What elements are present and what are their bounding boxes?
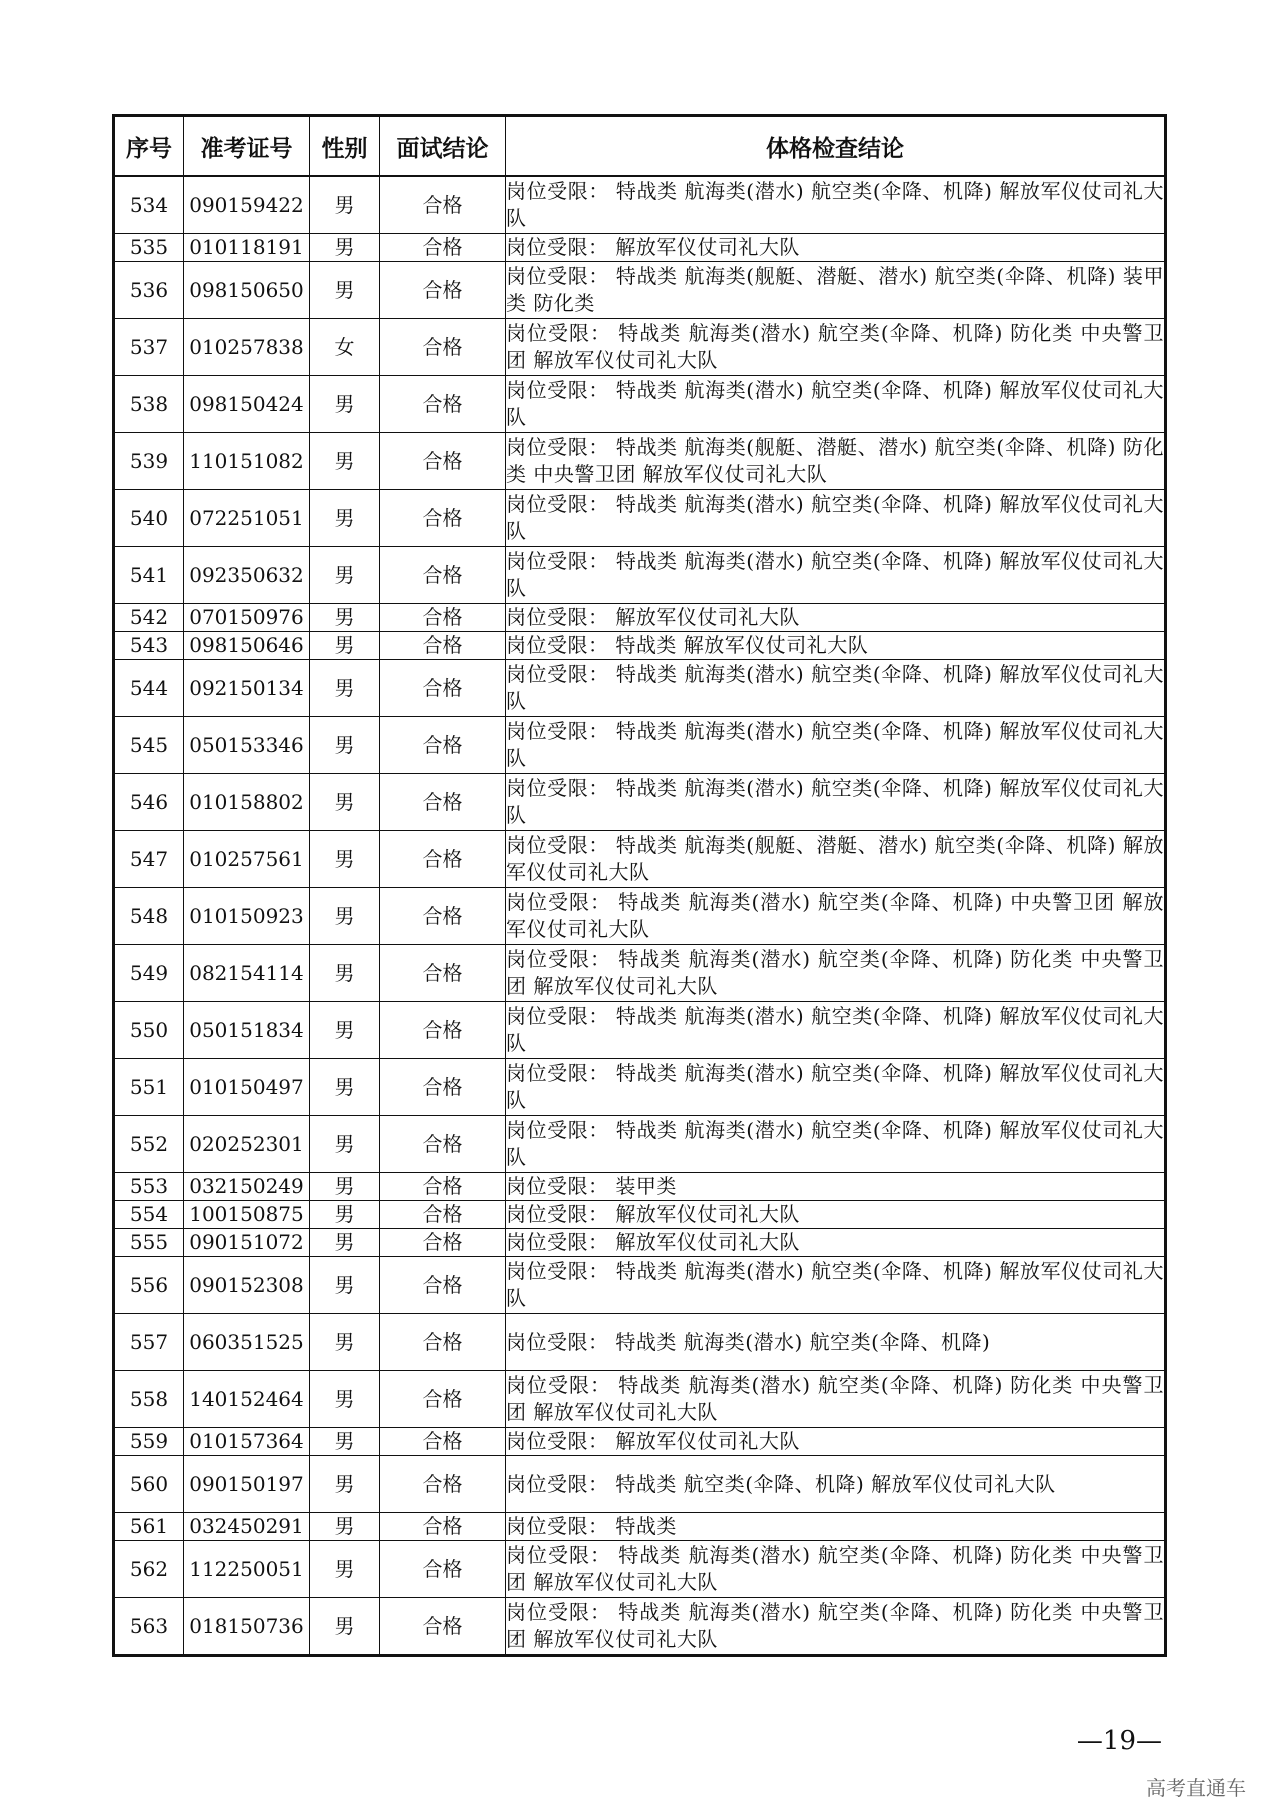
cell-exam-result: 岗位受限： 特战类 航空类(伞降、机降) 解放军仪仗司礼大队 [506, 1456, 1166, 1513]
cell-ticket: 050151834 [184, 1002, 310, 1059]
table-row [114, 176, 1166, 234]
cell-gender: 男 [310, 176, 380, 234]
cell-exam-result: 岗位受限： 特战类 航海类(潜水) 航空类(伞降、机降) 解放军仪仗司礼大队 [506, 490, 1166, 547]
cell-exam-result: 岗位受限： 特战类 航海类(潜水) 航空类(伞降、机降) 解放军仪仗司礼大队 [506, 176, 1166, 234]
cell-interview: 合格 [380, 1201, 506, 1229]
cell-seq: 543 [114, 632, 184, 660]
cell-ticket: 100150875 [184, 1201, 310, 1229]
table-row [114, 490, 1166, 547]
table-row [114, 433, 1166, 490]
cell-ticket: 112250051 [184, 1541, 310, 1598]
cell-seq: 562 [114, 1541, 184, 1598]
cell-exam-result: 岗位受限： 特战类 航海类(潜水) 航空类(伞降、机降) 中央警卫团 解放军仪仗司礼大队 [506, 888, 1166, 945]
cell-seq: 559 [114, 1428, 184, 1456]
table-row [114, 547, 1166, 604]
header-exam: 体格检查结论 [506, 116, 1166, 177]
cell-ticket: 010157364 [184, 1428, 310, 1456]
cell-interview: 合格 [380, 831, 506, 888]
table-row [114, 1456, 1166, 1513]
cell-ticket: 098150424 [184, 376, 310, 433]
cell-ticket: 070150976 [184, 604, 310, 632]
cell-ticket: 092350632 [184, 547, 310, 604]
cell-seq: 545 [114, 717, 184, 774]
table-header [114, 116, 1166, 177]
cell-exam-result: 岗位受限： 特战类 解放军仪仗司礼大队 [506, 632, 1166, 660]
cell-interview: 合格 [380, 319, 506, 376]
table-row [114, 1541, 1166, 1598]
cell-gender: 男 [310, 1059, 380, 1116]
cell-ticket: 090159422 [184, 176, 310, 234]
cell-ticket: 050153346 [184, 717, 310, 774]
table-row [114, 1116, 1166, 1173]
cell-gender: 男 [310, 604, 380, 632]
table-row [114, 1002, 1166, 1059]
cell-exam-result: 岗位受限： 解放军仪仗司礼大队 [506, 1201, 1166, 1229]
cell-ticket: 090151072 [184, 1229, 310, 1257]
table-row [114, 717, 1166, 774]
cell-gender: 男 [310, 1314, 380, 1371]
cell-exam-result: 岗位受限： 特战类 航海类(潜水) 航空类(伞降、机降) 解放军仪仗司礼大队 [506, 717, 1166, 774]
cell-seq: 556 [114, 1257, 184, 1314]
header-seq: 序号 [114, 116, 184, 177]
cell-interview: 合格 [380, 717, 506, 774]
cell-gender: 男 [310, 547, 380, 604]
table-row [114, 632, 1166, 660]
table-row [114, 831, 1166, 888]
cell-seq: 539 [114, 433, 184, 490]
table-row [114, 1428, 1166, 1456]
cell-seq: 538 [114, 376, 184, 433]
cell-ticket: 072251051 [184, 490, 310, 547]
cell-gender: 男 [310, 234, 380, 262]
table-row [114, 1513, 1166, 1541]
cell-gender: 男 [310, 490, 380, 547]
cell-seq: 551 [114, 1059, 184, 1116]
cell-seq: 547 [114, 831, 184, 888]
cell-interview: 合格 [380, 774, 506, 831]
results-table [112, 114, 1167, 1657]
cell-exam-result: 岗位受限： 解放军仪仗司礼大队 [506, 604, 1166, 632]
cell-seq: 555 [114, 1229, 184, 1257]
cell-gender: 男 [310, 1229, 380, 1257]
cell-interview: 合格 [380, 1257, 506, 1314]
cell-gender: 男 [310, 1456, 380, 1513]
cell-exam-result: 岗位受限： 特战类 航海类(潜水) 航空类(伞降、机降) 解放军仪仗司礼大队 [506, 1059, 1166, 1116]
header-ticket: 准考证号 [184, 116, 310, 177]
cell-interview: 合格 [380, 1371, 506, 1428]
cell-ticket: 090152308 [184, 1257, 310, 1314]
cell-seq: 541 [114, 547, 184, 604]
cell-seq: 560 [114, 1456, 184, 1513]
cell-seq: 561 [114, 1513, 184, 1541]
cell-seq: 542 [114, 604, 184, 632]
cell-interview: 合格 [380, 1314, 506, 1371]
cell-exam-result: 岗位受限： 特战类 航海类(潜水) 航空类(伞降、机降) 防化类 中央警卫团 解放军仪仗司礼大队 [506, 319, 1166, 376]
table-row [114, 774, 1166, 831]
header-interview: 面试结论 [380, 116, 506, 177]
cell-seq: 548 [114, 888, 184, 945]
cell-interview: 合格 [380, 1513, 506, 1541]
cell-interview: 合格 [380, 262, 506, 319]
cell-gender: 男 [310, 632, 380, 660]
cell-seq: 546 [114, 774, 184, 831]
cell-interview: 合格 [380, 888, 506, 945]
table-row [114, 1059, 1166, 1116]
cell-gender: 男 [310, 717, 380, 774]
cell-ticket: 098150646 [184, 632, 310, 660]
table-row [114, 1229, 1166, 1257]
cell-ticket: 010150497 [184, 1059, 310, 1116]
cell-ticket: 010150923 [184, 888, 310, 945]
cell-seq: 544 [114, 660, 184, 717]
cell-interview: 合格 [380, 1456, 506, 1513]
cell-seq: 550 [114, 1002, 184, 1059]
cell-seq: 535 [114, 234, 184, 262]
cell-exam-result: 岗位受限： 特战类 航海类(舰艇、潜艇、潜水) 航空类(伞降、机降) 解放军仪仗司礼大队 [506, 831, 1166, 888]
table-row [114, 376, 1166, 433]
table-row [114, 604, 1166, 632]
cell-exam-result: 岗位受限： 特战类 航海类(舰艇、潜艇、潜水) 航空类(伞降、机降) 装甲类 防化类 [506, 262, 1166, 319]
table-row [114, 1201, 1166, 1229]
cell-exam-result: 岗位受限： 特战类 航海类(潜水) 航空类(伞降、机降) 防化类 中央警卫团 解放军仪仗司礼大队 [506, 1598, 1166, 1656]
cell-seq: 552 [114, 1116, 184, 1173]
cell-seq: 553 [114, 1173, 184, 1201]
cell-interview: 合格 [380, 1598, 506, 1656]
cell-ticket: 010118191 [184, 234, 310, 262]
table-row [114, 1257, 1166, 1314]
cell-gender: 男 [310, 1598, 380, 1656]
cell-exam-result: 岗位受限： 特战类 航海类(潜水) 航空类(伞降、机降) 解放军仪仗司礼大队 [506, 660, 1166, 717]
table-row [114, 1314, 1166, 1371]
cell-ticket: 110151082 [184, 433, 310, 490]
cell-seq: 540 [114, 490, 184, 547]
cell-interview: 合格 [380, 1173, 506, 1201]
cell-exam-result: 岗位受限： 解放军仪仗司礼大队 [506, 1229, 1166, 1257]
cell-gender: 男 [310, 1513, 380, 1541]
cell-interview: 合格 [380, 433, 506, 490]
cell-gender: 男 [310, 774, 380, 831]
cell-seq: 536 [114, 262, 184, 319]
cell-interview: 合格 [380, 1541, 506, 1598]
cell-gender: 男 [310, 660, 380, 717]
cell-exam-result: 岗位受限： 解放军仪仗司礼大队 [506, 234, 1166, 262]
cell-seq: 549 [114, 945, 184, 1002]
header-row [114, 116, 1166, 177]
table-row [114, 319, 1166, 376]
cell-exam-result: 岗位受限： 特战类 航海类(潜水) 航空类(伞降、机降) 解放军仪仗司礼大队 [506, 376, 1166, 433]
cell-exam-result: 岗位受限： 装甲类 [506, 1173, 1166, 1201]
cell-ticket: 060351525 [184, 1314, 310, 1371]
cell-gender: 男 [310, 945, 380, 1002]
table-body [114, 176, 1166, 1656]
table-row [114, 262, 1166, 319]
cell-ticket: 010257561 [184, 831, 310, 888]
cell-exam-result: 岗位受限： 特战类 航海类(潜水) 航空类(伞降、机降) 解放军仪仗司礼大队 [506, 1257, 1166, 1314]
cell-ticket: 098150650 [184, 262, 310, 319]
cell-exam-result: 岗位受限： 特战类 航海类(潜水) 航空类(伞降、机降) [506, 1314, 1166, 1371]
cell-ticket: 140152464 [184, 1371, 310, 1428]
cell-exam-result: 岗位受限： 特战类 航海类(潜水) 航空类(伞降、机降) 解放军仪仗司礼大队 [506, 1002, 1166, 1059]
cell-gender: 男 [310, 888, 380, 945]
cell-gender: 男 [310, 1541, 380, 1598]
cell-gender: 男 [310, 1428, 380, 1456]
table-row [114, 660, 1166, 717]
cell-seq: 563 [114, 1598, 184, 1656]
cell-gender: 男 [310, 262, 380, 319]
cell-exam-result: 岗位受限： 特战类 航海类(潜水) 航空类(伞降、机降) 防化类 中央警卫团 解放军仪仗司礼大队 [506, 1541, 1166, 1598]
page-number: —19— [1076, 1726, 1162, 1756]
cell-interview: 合格 [380, 376, 506, 433]
table-row [114, 888, 1166, 945]
cell-exam-result: 岗位受限： 特战类 航海类(潜水) 航空类(伞降、机降) 解放军仪仗司礼大队 [506, 774, 1166, 831]
table-row [114, 1598, 1166, 1656]
table-row [114, 234, 1166, 262]
cell-seq: 554 [114, 1201, 184, 1229]
cell-gender: 男 [310, 1201, 380, 1229]
cell-ticket: 020252301 [184, 1116, 310, 1173]
cell-ticket: 010257838 [184, 319, 310, 376]
watermark: 高考直通车 [1146, 1776, 1246, 1800]
cell-seq: 534 [114, 176, 184, 234]
cell-ticket: 010158802 [184, 774, 310, 831]
cell-exam-result: 岗位受限： 特战类 航海类(舰艇、潜艇、潜水) 航空类(伞降、机降) 防化类 中央警卫团 解放军仪仗司礼大队 [506, 433, 1166, 490]
cell-seq: 537 [114, 319, 184, 376]
cell-interview: 合格 [380, 632, 506, 660]
cell-ticket: 032150249 [184, 1173, 310, 1201]
cell-exam-result: 岗位受限： 特战类 航海类(潜水) 航空类(伞降、机降) 防化类 中央警卫团 解放军仪仗司礼大队 [506, 1371, 1166, 1428]
cell-exam-result: 岗位受限： 解放军仪仗司礼大队 [506, 1428, 1166, 1456]
cell-gender: 男 [310, 376, 380, 433]
header-gender: 性别 [310, 116, 380, 177]
cell-exam-result: 岗位受限： 特战类 [506, 1513, 1166, 1541]
cell-ticket: 092150134 [184, 660, 310, 717]
table-row [114, 1173, 1166, 1201]
cell-gender: 男 [310, 1002, 380, 1059]
cell-interview: 合格 [380, 1116, 506, 1173]
cell-gender: 男 [310, 433, 380, 490]
cell-exam-result: 岗位受限： 特战类 航海类(潜水) 航空类(伞降、机降) 解放军仪仗司礼大队 [506, 547, 1166, 604]
cell-gender: 男 [310, 1173, 380, 1201]
cell-gender: 女 [310, 319, 380, 376]
cell-interview: 合格 [380, 490, 506, 547]
cell-gender: 男 [310, 831, 380, 888]
cell-ticket: 032450291 [184, 1513, 310, 1541]
cell-interview: 合格 [380, 604, 506, 632]
cell-gender: 男 [310, 1257, 380, 1314]
cell-seq: 558 [114, 1371, 184, 1428]
cell-interview: 合格 [380, 1428, 506, 1456]
cell-interview: 合格 [380, 660, 506, 717]
cell-ticket: 082154114 [184, 945, 310, 1002]
cell-gender: 男 [310, 1116, 380, 1173]
cell-interview: 合格 [380, 547, 506, 604]
cell-interview: 合格 [380, 176, 506, 234]
cell-ticket: 090150197 [184, 1456, 310, 1513]
table-row [114, 1371, 1166, 1428]
cell-interview: 合格 [380, 234, 506, 262]
cell-interview: 合格 [380, 1229, 506, 1257]
table-row [114, 945, 1166, 1002]
cell-ticket: 018150736 [184, 1598, 310, 1656]
cell-interview: 合格 [380, 1059, 506, 1116]
cell-gender: 男 [310, 1371, 380, 1428]
cell-interview: 合格 [380, 945, 506, 1002]
cell-exam-result: 岗位受限： 特战类 航海类(潜水) 航空类(伞降、机降) 防化类 中央警卫团 解放军仪仗司礼大队 [506, 945, 1166, 1002]
cell-seq: 557 [114, 1314, 184, 1371]
cell-exam-result: 岗位受限： 特战类 航海类(潜水) 航空类(伞降、机降) 解放军仪仗司礼大队 [506, 1116, 1166, 1173]
cell-interview: 合格 [380, 1002, 506, 1059]
